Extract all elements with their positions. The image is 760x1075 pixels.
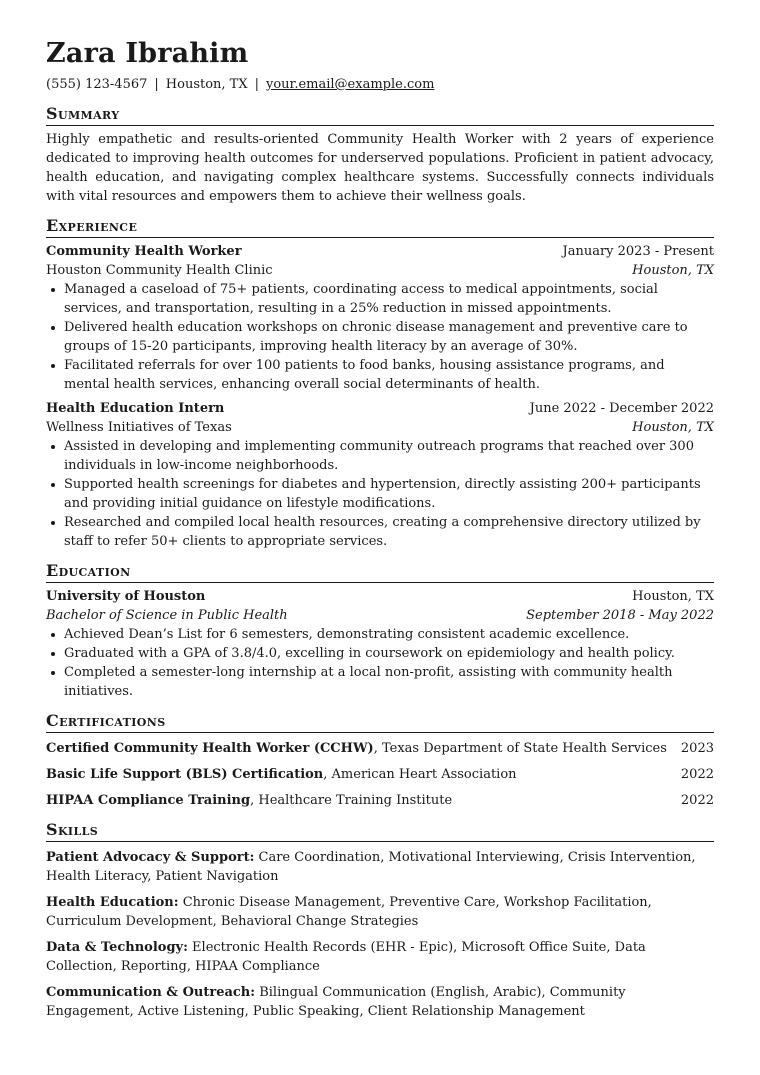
job-entry bbox=[46, 242, 714, 394]
job-bullets bbox=[46, 437, 714, 551]
resume bbox=[46, 38, 714, 1021]
certification-item bbox=[46, 765, 714, 784]
email-link[interactable]: your.email@example.com bbox=[266, 77, 435, 92]
certification-year: 2022 bbox=[680, 793, 714, 808]
job-header bbox=[46, 399, 714, 418]
certification-issuer: , Healthcare Training Institute bbox=[250, 793, 453, 808]
education-subheader bbox=[46, 606, 714, 625]
skill-group bbox=[46, 938, 714, 976]
job-location: Houston, TX bbox=[632, 420, 714, 435]
contact-line bbox=[46, 76, 714, 94]
certification-year: 2022 bbox=[680, 767, 714, 782]
skill-list: Care Coordination, Motivational Interviewing, Crisis Intervention, Health Literacy, Patient Navigation bbox=[46, 850, 696, 884]
skill-group bbox=[46, 893, 714, 931]
job-role: Community Health Worker bbox=[46, 244, 242, 259]
school-location: Houston, TX bbox=[632, 589, 714, 604]
bullet-item: Researched and compiled local health resources, creating a comprehensive directory utilized by staff to refer 50+ clients to appropriate services. bbox=[46, 513, 714, 551]
skill-category: Data & Technology: bbox=[46, 940, 188, 955]
section-title-education: Education bbox=[46, 561, 714, 583]
job-role: Health Education Intern bbox=[46, 401, 225, 416]
bullet-item: Managed a caseload of 75+ patients, coordinating access to medical appointments, social services, and transportation, resulting in a 25% reduction in missed appointments. bbox=[46, 280, 714, 318]
degree: Bachelor of Science in Public Health bbox=[46, 608, 288, 623]
section-title-experience: Experience bbox=[46, 216, 714, 238]
bullet-item: Completed a semester-long internship at a local non-profit, assisting with community health initiatives. bbox=[46, 663, 714, 701]
job-dates: June 2022 - December 2022 bbox=[529, 401, 714, 416]
bullet-item: Achieved Dean’s List for 6 semesters, demonstrating consistent academic excellence. bbox=[46, 625, 714, 644]
summary-text: Highly empathetic and results-oriented Community Health Worker with 2 years of experience dedicated to improving health outcomes for underserved populations. Proficient in patient advocacy, health education, and navigating complex healthcare systems. Successfully connects individuals with vital resources and empowers them to achieve their wellness goals. bbox=[46, 132, 714, 204]
bullet-item: Facilitated referrals for over 100 patients to food banks, housing assistance programs, and mental health services, enhancing overall social determinants of health. bbox=[46, 356, 714, 394]
certification-name: Certified Community Health Worker (CCHW) bbox=[46, 741, 374, 756]
school-name: University of Houston bbox=[46, 589, 206, 604]
job-subheader bbox=[46, 261, 714, 280]
job-organization: Houston Community Health Clinic bbox=[46, 263, 273, 278]
bullet-item: Delivered health education workshops on chronic disease management and preventive care to groups of 15-20 participants, improving health literacy by an average of 30%. bbox=[46, 318, 714, 356]
education-bullets bbox=[46, 625, 714, 701]
certification-item bbox=[46, 739, 714, 758]
skill-list: Chronic Disease Management, Preventive Care, Workshop Facilitation, Curriculum Development, Behavioral Change Strategies bbox=[46, 895, 652, 929]
skill-category: Patient Advocacy & Support: bbox=[46, 850, 255, 865]
education-entry bbox=[46, 587, 714, 701]
job-entry bbox=[46, 399, 714, 551]
section-title-certifications: Certifications bbox=[46, 711, 714, 733]
job-subheader bbox=[46, 418, 714, 437]
skill-category: Communication & Outreach: bbox=[46, 985, 256, 1000]
education-header bbox=[46, 587, 714, 606]
job-dates: January 2023 - Present bbox=[562, 244, 714, 259]
job-bullets bbox=[46, 280, 714, 394]
phone-number: (555) 123-4567 bbox=[46, 77, 148, 92]
job-location: Houston, TX bbox=[632, 263, 714, 278]
bullet-item: Assisted in developing and implementing community outreach programs that reached over 300 individuals in low-income neighborhoods. bbox=[46, 437, 714, 475]
section-title-summary: Summary bbox=[46, 104, 714, 126]
certification-year: 2023 bbox=[680, 741, 714, 756]
job-header bbox=[46, 242, 714, 261]
section-title-skills: Skills bbox=[46, 820, 714, 842]
skill-list: Electronic Health Records (EHR - Epic), Microsoft Office Suite, Data Collection, Reporting, HIPAA Compliance bbox=[46, 940, 646, 974]
location: Houston, TX bbox=[165, 77, 248, 92]
contact-separator: | bbox=[154, 77, 159, 92]
bullet-item: Supported health screenings for diabetes and hypertension, directly assisting 200+ participants and providing initial guidance on lifestyle modifications. bbox=[46, 475, 714, 513]
skill-category: Health Education: bbox=[46, 895, 179, 910]
certification-issuer: , American Heart Association bbox=[323, 767, 517, 782]
education-dates: September 2018 - May 2022 bbox=[526, 608, 714, 623]
contact-separator: | bbox=[254, 77, 259, 92]
bullet-item: Graduated with a GPA of 3.8/4.0, excelling in coursework on epidemiology and health policy. bbox=[46, 644, 714, 663]
skill-list: Bilingual Communication (English, Arabic), Community Engagement, Active Listening, Public Speaking, Client Relationship Management bbox=[46, 985, 626, 1019]
certification-issuer: , Texas Department of State Health Services bbox=[373, 741, 667, 756]
certification-name: HIPAA Compliance Training bbox=[46, 793, 251, 808]
skill-group bbox=[46, 983, 714, 1021]
certification-name: Basic Life Support (BLS) Certification bbox=[46, 767, 324, 782]
job-organization: Wellness Initiatives of Texas bbox=[46, 420, 232, 435]
candidate-name: Zara Ibrahim bbox=[46, 38, 249, 69]
certification-item bbox=[46, 791, 714, 810]
skill-group bbox=[46, 848, 714, 886]
